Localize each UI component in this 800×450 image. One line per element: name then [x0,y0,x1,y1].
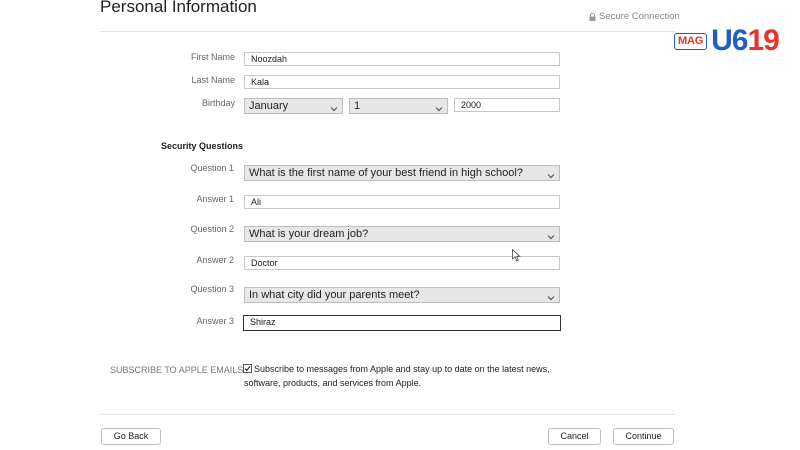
answer-3-label: Answer 3 [196,316,234,326]
answer-2-label: Answer 2 [196,255,234,265]
answer-2-input[interactable]: Doctor [244,256,560,270]
watermark-mag: MAG [674,33,707,50]
answer-1-input[interactable]: Ali [244,195,560,209]
last-name-label: Last Name [191,75,235,85]
lock-icon [589,13,596,21]
secure-connection-indicator [589,11,680,22]
first-name-label: First Name [190,52,235,62]
question-1-value: What is the first name of your best friend in high school? [249,167,523,179]
chevron-down-icon [330,102,338,114]
subscribe-text-line1: Subscribe to messages from Apple and stay up to date on the latest news, [254,364,550,374]
question-2-select[interactable] [244,226,560,242]
header-divider [100,31,675,32]
watermark-brand-left: U6 [711,24,748,57]
question-3-select[interactable] [244,287,560,303]
birthday-day-value: 1 [354,100,361,112]
subscribe-label: SUBSCRIBE TO APPLE EMAILS [110,365,244,375]
chevron-down-icon [547,291,555,303]
chevron-down-icon [435,102,443,114]
question-1-label: Question 1 [190,163,234,173]
answer-3-input[interactable]: Shiraz [243,315,561,331]
footer-divider [100,414,675,415]
birthday-year-input[interactable]: 2000 [454,98,560,112]
security-questions-heading: Security Questions [161,141,244,151]
question-3-label: Question 3 [190,284,234,294]
question-2-label: Question 2 [190,224,234,234]
birthday-month-select[interactable] [244,98,343,114]
subscribe-text-line2: software, products, and services from Apple. [244,377,422,388]
subscribe-description [244,363,554,390]
birthday-month-value: January [249,100,289,112]
chevron-down-icon [547,230,555,242]
subscribe-checkbox[interactable] [243,364,252,373]
question-2-value: What is your dream job? [249,228,369,240]
last-name-input[interactable]: Kala [244,75,560,89]
page-title: Personal Information [100,0,257,16]
secure-connection-label: Secure Connection [599,11,680,22]
answer-1-label: Answer 1 [196,194,234,204]
cancel-button[interactable]: Cancel [548,428,601,445]
birthday-day-select[interactable] [349,98,448,114]
continue-button[interactable]: Continue [613,428,674,445]
question-3-value: In what city did your parents meet? [249,289,420,301]
first-name-input[interactable]: Noozdah [244,52,560,66]
mouse-pointer-icon [512,249,521,267]
chevron-down-icon [547,169,555,181]
birthday-label: Birthday [201,98,235,108]
question-1-select[interactable] [244,165,560,181]
go-back-button[interactable]: Go Back [101,428,161,445]
watermark-brand-right: 19 [747,24,779,57]
checkmark-icon [244,365,251,372]
watermark-logo [674,26,779,56]
